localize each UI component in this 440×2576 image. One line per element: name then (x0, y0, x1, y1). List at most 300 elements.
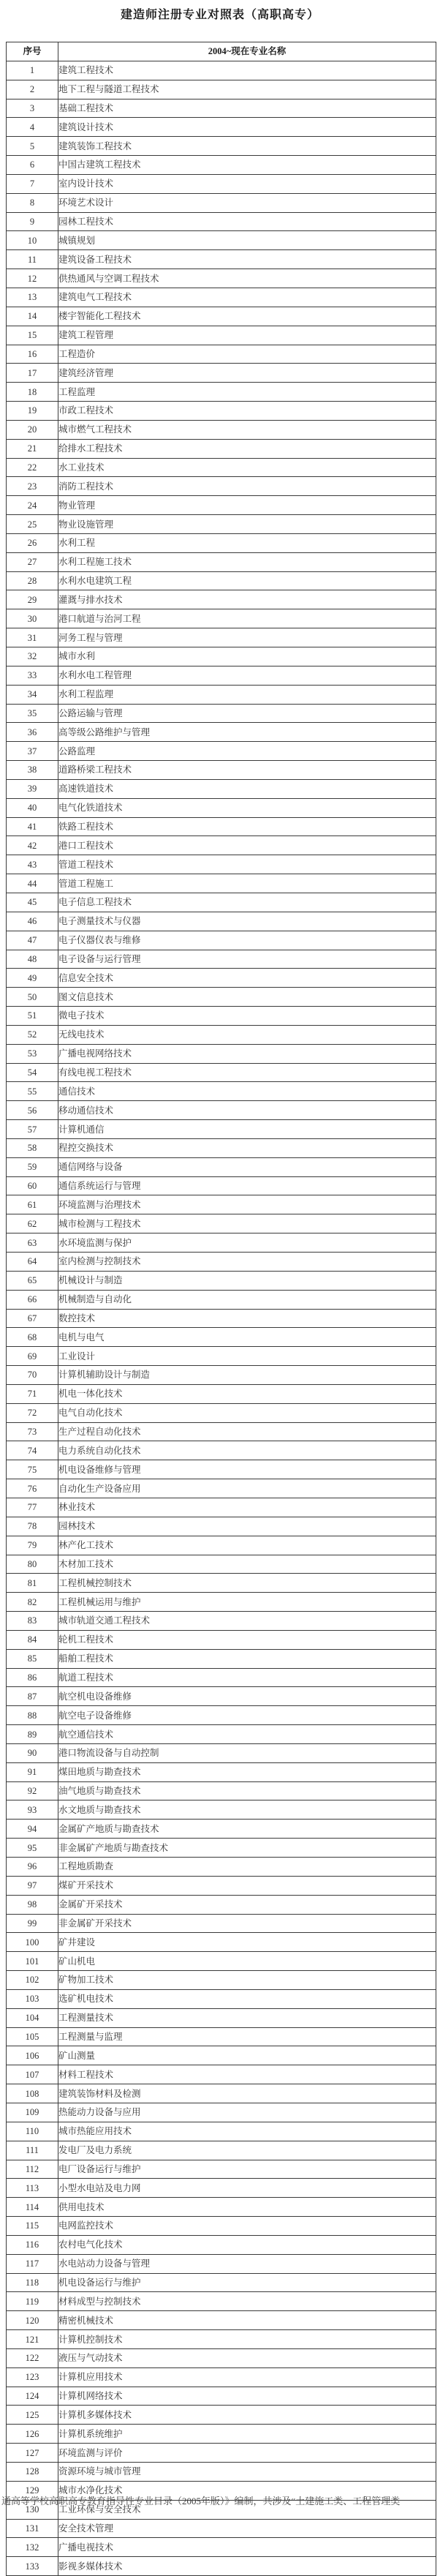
row-serial-number: 70 (7, 1366, 58, 1385)
row-major-name: 城镇规划 (58, 231, 436, 250)
table-row (7, 1725, 436, 1744)
table-row (7, 1517, 436, 1536)
row-major-name: 材料成型与控制技术 (58, 2292, 436, 2311)
table-row (7, 1460, 436, 1479)
row-serial-number: 13 (7, 288, 58, 307)
row-major-name: 矿山机电 (58, 1952, 436, 1971)
row-serial-number: 21 (7, 439, 58, 458)
row-major-name: 地下工程与隧道工程技术 (58, 80, 436, 99)
row-serial-number: 22 (7, 458, 58, 477)
table-row (7, 2084, 436, 2103)
row-major-name: 生产过程自动化技术 (58, 1422, 436, 1441)
row-major-name: 电气自动化技术 (58, 1403, 436, 1422)
col-header-major-name: 2004~现在专业名称 (58, 42, 436, 61)
table-row (7, 250, 436, 269)
table-row (7, 1876, 436, 1895)
table-row (7, 571, 436, 590)
row-serial-number: 42 (7, 836, 58, 855)
table-header (7, 42, 436, 61)
table-row (7, 193, 436, 212)
row-serial-number: 87 (7, 1687, 58, 1706)
col-header-serial-number: 序号 (7, 42, 58, 61)
row-major-name: 高等级公路维护与管理 (58, 723, 436, 742)
row-major-name: 油气地质与勘查技术 (58, 1781, 436, 1800)
row-major-name: 基础工程技术 (58, 99, 436, 118)
row-serial-number: 49 (7, 969, 58, 988)
row-serial-number: 89 (7, 1725, 58, 1744)
table-row (7, 2292, 436, 2311)
row-major-name: 电机与电气 (58, 1328, 436, 1347)
table-row (7, 2122, 436, 2141)
row-major-name: 消防工程技术 (58, 477, 436, 496)
table-row (7, 761, 436, 780)
row-serial-number: 14 (7, 307, 58, 326)
table-row (7, 931, 436, 950)
row-major-name: 通信网络与设备 (58, 1157, 436, 1176)
row-serial-number: 61 (7, 1195, 58, 1214)
row-serial-number: 132 (7, 2538, 58, 2557)
table-row (7, 2463, 436, 2482)
row-major-name: 航道工程技术 (58, 1668, 436, 1687)
row-serial-number: 80 (7, 1555, 58, 1574)
row-serial-number: 18 (7, 383, 58, 402)
row-major-name: 城市燃气工程技术 (58, 420, 436, 439)
majors-table (6, 42, 436, 2576)
row-major-name: 热能动力设备与应用 (58, 2103, 436, 2122)
table-row (7, 99, 436, 118)
table-row (7, 666, 436, 685)
row-major-name: 道路桥梁工程技术 (58, 761, 436, 780)
row-serial-number: 8 (7, 193, 58, 212)
row-major-name: 木材加工技术 (58, 1555, 436, 1574)
table-row (7, 1479, 436, 1498)
row-major-name: 园林工程技术 (58, 212, 436, 231)
table-row (7, 1762, 436, 1781)
table-row (7, 836, 436, 855)
row-serial-number: 67 (7, 1309, 58, 1328)
row-major-name: 矿物加工技术 (58, 1971, 436, 1990)
row-serial-number: 79 (7, 1536, 58, 1555)
row-serial-number: 84 (7, 1630, 58, 1649)
header-row (7, 42, 436, 61)
table-row (7, 950, 436, 969)
row-major-name: 电子测量技术与仪器 (58, 912, 436, 931)
row-major-name: 建筑设计技术 (58, 118, 436, 137)
row-serial-number: 39 (7, 779, 58, 798)
table-row (7, 779, 436, 798)
row-serial-number: 17 (7, 364, 58, 383)
table-row (7, 874, 436, 893)
row-major-name: 非金属矿开采技术 (58, 1914, 436, 1933)
table-row (7, 2217, 436, 2236)
row-serial-number: 94 (7, 1820, 58, 1839)
row-serial-number: 133 (7, 2557, 58, 2576)
row-major-name: 公路监理 (58, 742, 436, 761)
row-serial-number: 115 (7, 2217, 58, 2236)
row-serial-number: 37 (7, 742, 58, 761)
table-row (7, 590, 436, 609)
row-serial-number: 69 (7, 1347, 58, 1366)
row-serial-number: 99 (7, 1914, 58, 1933)
row-serial-number: 122 (7, 2348, 58, 2367)
row-serial-number: 108 (7, 2084, 58, 2103)
table-row (7, 1138, 436, 1157)
row-serial-number: 10 (7, 231, 58, 250)
row-major-name: 计算机控制技术 (58, 2330, 436, 2349)
table-row (7, 2330, 436, 2349)
row-major-name: 楼宇智能化工程技术 (58, 307, 436, 326)
row-major-name: 金属矿开采技术 (58, 1895, 436, 1914)
row-major-name: 安全技术管理 (58, 2519, 436, 2538)
row-major-name: 公路运输与管理 (58, 704, 436, 723)
table-row (7, 383, 436, 402)
table-row (7, 61, 436, 80)
table-row (7, 364, 436, 383)
row-major-name: 工程测量与监理 (58, 2027, 436, 2046)
row-major-name: 给排水工程技术 (58, 439, 436, 458)
row-major-name: 航空机电设备维修 (58, 1687, 436, 1706)
row-serial-number: 64 (7, 1253, 58, 1272)
row-major-name: 环境监测与评价 (58, 2444, 436, 2463)
table-row (7, 609, 436, 628)
table-row (7, 1403, 436, 1422)
table-row (7, 1668, 436, 1687)
table-row (7, 2425, 436, 2444)
row-major-name: 工程测量技术 (58, 2008, 436, 2027)
row-major-name: 城市水净化技术 (58, 2481, 436, 2500)
row-serial-number: 55 (7, 1082, 58, 1101)
row-serial-number: 76 (7, 1479, 58, 1498)
table-row (7, 798, 436, 817)
row-major-name: 计算机通信 (58, 1120, 436, 1139)
row-serial-number: 65 (7, 1271, 58, 1290)
row-major-name: 港口物流设备与自动控制 (58, 1743, 436, 1762)
table-row (7, 1176, 436, 1195)
row-serial-number: 28 (7, 571, 58, 590)
row-serial-number: 103 (7, 1989, 58, 2008)
table-row (7, 1895, 436, 1914)
row-serial-number: 109 (7, 2103, 58, 2122)
row-serial-number: 53 (7, 1044, 58, 1063)
table-row (7, 1574, 436, 1593)
table-row (7, 2311, 436, 2330)
row-serial-number: 129 (7, 2481, 58, 2500)
row-major-name: 林产化工技术 (58, 1536, 436, 1555)
row-major-name: 城市水利 (58, 647, 436, 666)
row-major-name: 电气化铁道技术 (58, 798, 436, 817)
row-serial-number: 90 (7, 1743, 58, 1762)
row-serial-number: 68 (7, 1328, 58, 1347)
row-serial-number: 41 (7, 817, 58, 836)
row-serial-number: 4 (7, 118, 58, 137)
row-major-name: 环境艺术设计 (58, 193, 436, 212)
row-serial-number: 15 (7, 326, 58, 345)
row-major-name: 室内检测与控制技术 (58, 1253, 436, 1272)
table-row (7, 2406, 436, 2425)
row-serial-number: 35 (7, 704, 58, 723)
table-row (7, 1384, 436, 1403)
row-serial-number: 126 (7, 2425, 58, 2444)
row-serial-number: 23 (7, 477, 58, 496)
table-row (7, 628, 436, 647)
row-serial-number: 52 (7, 1025, 58, 1044)
table-row (7, 2348, 436, 2367)
row-serial-number: 77 (7, 1498, 58, 1517)
row-major-name: 灌溉与排水技术 (58, 590, 436, 609)
row-serial-number: 7 (7, 174, 58, 193)
row-serial-number: 2 (7, 80, 58, 99)
row-major-name: 煤田地质与勘查技术 (58, 1762, 436, 1781)
row-major-name: 微电子技术 (58, 1007, 436, 1026)
row-serial-number: 105 (7, 2027, 58, 2046)
row-serial-number: 51 (7, 1007, 58, 1026)
row-serial-number: 93 (7, 1800, 58, 1820)
row-major-name: 工业环保与安全技术 (58, 2500, 436, 2519)
row-major-name: 选矿机电技术 (58, 1989, 436, 2008)
row-major-name: 园林技术 (58, 1517, 436, 1536)
row-major-name: 建筑经济管理 (58, 364, 436, 383)
table-row (7, 704, 436, 723)
row-serial-number: 116 (7, 2235, 58, 2254)
row-serial-number: 40 (7, 798, 58, 817)
row-major-name: 通信技术 (58, 1082, 436, 1101)
row-serial-number: 95 (7, 1839, 58, 1858)
row-serial-number: 113 (7, 2179, 58, 2198)
row-major-name: 建筑设备工程技术 (58, 250, 436, 269)
table-row (7, 2235, 436, 2254)
row-major-name: 机电一体化技术 (58, 1384, 436, 1403)
table-row (7, 1706, 436, 1725)
row-major-name: 通信系统运行与管理 (58, 1176, 436, 1195)
table-row (7, 1007, 436, 1026)
row-serial-number: 57 (7, 1120, 58, 1139)
table-row (7, 1441, 436, 1460)
row-serial-number: 98 (7, 1895, 58, 1914)
row-major-name: 矿山测量 (58, 2046, 436, 2065)
table-row (7, 156, 436, 175)
row-major-name: 工程监理 (58, 383, 436, 402)
table-row (7, 1290, 436, 1309)
table-row (7, 647, 436, 666)
row-major-name: 计算机系统维护 (58, 2425, 436, 2444)
row-serial-number: 119 (7, 2292, 58, 2311)
row-major-name: 管道工程技术 (58, 855, 436, 874)
row-major-name: 工程机械运用与维护 (58, 1593, 436, 1612)
row-serial-number: 36 (7, 723, 58, 742)
row-major-name: 数控技术 (58, 1309, 436, 1328)
row-serial-number: 33 (7, 666, 58, 685)
table-row (7, 326, 436, 345)
table-row (7, 2538, 436, 2557)
row-serial-number: 63 (7, 1233, 58, 1253)
table-row (7, 2198, 436, 2217)
row-serial-number: 107 (7, 2065, 58, 2084)
row-serial-number: 72 (7, 1403, 58, 1422)
row-major-name: 电网监控技术 (58, 2217, 436, 2236)
row-serial-number: 29 (7, 590, 58, 609)
table-row (7, 458, 436, 477)
table-row (7, 912, 436, 931)
row-major-name: 管道工程施工 (58, 874, 436, 893)
table-row (7, 2179, 436, 2198)
row-major-name: 计算机辅助设计与制造 (58, 1366, 436, 1385)
row-major-name: 水利工程施工技术 (58, 552, 436, 571)
table-row (7, 552, 436, 571)
row-serial-number: 104 (7, 2008, 58, 2027)
table-row (7, 533, 436, 552)
table-row (7, 723, 436, 742)
table-row (7, 477, 436, 496)
table-row (7, 2141, 436, 2160)
row-serial-number: 102 (7, 1971, 58, 1990)
row-major-name: 船舶工程技术 (58, 1649, 436, 1668)
row-major-name: 工业设计 (58, 1347, 436, 1366)
row-serial-number: 30 (7, 609, 58, 628)
table-row (7, 2557, 436, 2576)
row-major-name: 程控交换技术 (58, 1138, 436, 1157)
row-serial-number: 20 (7, 420, 58, 439)
table-row (7, 1063, 436, 1082)
row-major-name: 电子信息工程技术 (58, 893, 436, 912)
row-major-name: 煤矿开采技术 (58, 1876, 436, 1895)
row-major-name: 农村电气化技术 (58, 2235, 436, 2254)
table-row (7, 1612, 436, 1631)
row-major-name: 发电厂及电力系统 (58, 2141, 436, 2160)
row-major-name: 物业管理 (58, 496, 436, 515)
table-row (7, 1157, 436, 1176)
row-serial-number: 9 (7, 212, 58, 231)
row-serial-number: 44 (7, 874, 58, 893)
row-serial-number: 27 (7, 552, 58, 571)
row-major-name: 计算机多媒体技术 (58, 2406, 436, 2425)
row-major-name: 建筑装饰工程技术 (58, 137, 436, 156)
row-major-name: 精密机械技术 (58, 2311, 436, 2330)
row-major-name: 港口工程技术 (58, 836, 436, 855)
row-major-name: 广播电视网络技术 (58, 1044, 436, 1063)
table-row (7, 1347, 436, 1366)
row-major-name: 航空通信技术 (58, 1725, 436, 1744)
row-major-name: 影视多媒体技术 (58, 2557, 436, 2576)
table-row (7, 1536, 436, 1555)
row-major-name: 航空电子设备维修 (58, 1706, 436, 1725)
row-major-name: 机电设备维修与管理 (58, 1460, 436, 1479)
row-serial-number: 31 (7, 628, 58, 647)
row-major-name: 资源环境与城市管理 (58, 2463, 436, 2482)
table-row (7, 1933, 436, 1952)
table-row (7, 1253, 436, 1272)
table-row (7, 80, 436, 99)
row-major-name: 水利水电工程管理 (58, 666, 436, 685)
row-serial-number: 127 (7, 2444, 58, 2463)
row-major-name: 市政工程技术 (58, 402, 436, 421)
row-serial-number: 112 (7, 2160, 58, 2179)
table-row (7, 1649, 436, 1668)
row-major-name: 液压与气动技术 (58, 2348, 436, 2367)
row-serial-number: 1 (7, 61, 58, 80)
table-row (7, 307, 436, 326)
table-row (7, 1233, 436, 1253)
table-row (7, 118, 436, 137)
table-row (7, 2046, 436, 2065)
row-serial-number: 120 (7, 2311, 58, 2330)
row-major-name: 自动化生产设备应用 (58, 1479, 436, 1498)
row-major-name: 室内设计技术 (58, 174, 436, 193)
row-major-name: 水文地质与勘查技术 (58, 1800, 436, 1820)
row-serial-number: 56 (7, 1101, 58, 1120)
table-row (7, 988, 436, 1007)
row-serial-number: 123 (7, 2367, 58, 2387)
row-major-name: 供用电技术 (58, 2198, 436, 2217)
table-row (7, 1743, 436, 1762)
row-major-name: 环境监测与治理技术 (58, 1195, 436, 1214)
row-serial-number: 48 (7, 950, 58, 969)
row-serial-number: 11 (7, 250, 58, 269)
row-serial-number: 66 (7, 1290, 58, 1309)
row-major-name: 小型水电站及电力网 (58, 2179, 436, 2198)
row-major-name: 无线电技术 (58, 1025, 436, 1044)
row-serial-number: 86 (7, 1668, 58, 1687)
table-row (7, 439, 436, 458)
row-major-name: 电厂设备运行与维护 (58, 2160, 436, 2179)
table-row (7, 1858, 436, 1877)
row-serial-number: 47 (7, 931, 58, 950)
table-row (7, 402, 436, 421)
table-row (7, 2254, 436, 2273)
table-row (7, 1195, 436, 1214)
row-major-name: 矿井建设 (58, 1933, 436, 1952)
row-major-name: 水工业技术 (58, 458, 436, 477)
row-serial-number: 100 (7, 1933, 58, 1952)
row-serial-number: 96 (7, 1858, 58, 1877)
row-serial-number: 97 (7, 1876, 58, 1895)
row-major-name: 建筑电气工程技术 (58, 288, 436, 307)
table-row (7, 174, 436, 193)
table-row (7, 969, 436, 988)
row-major-name: 机械设计与制造 (58, 1271, 436, 1290)
row-serial-number: 73 (7, 1422, 58, 1441)
table-row (7, 1820, 436, 1839)
row-major-name: 广播电视技术 (58, 2538, 436, 2557)
table-row (7, 2519, 436, 2538)
table-row (7, 1271, 436, 1290)
row-serial-number: 71 (7, 1384, 58, 1403)
row-major-name: 铁路工程技术 (58, 817, 436, 836)
table-row (7, 1309, 436, 1328)
row-major-name: 图文信息技术 (58, 988, 436, 1007)
table-row (7, 1952, 436, 1971)
row-serial-number: 91 (7, 1762, 58, 1781)
row-major-name: 水利工程监理 (58, 685, 436, 704)
row-serial-number: 128 (7, 2463, 58, 2482)
row-serial-number: 88 (7, 1706, 58, 1725)
row-major-name: 电子设备与运行管理 (58, 950, 436, 969)
row-serial-number: 32 (7, 647, 58, 666)
table-row (7, 2444, 436, 2463)
row-major-name: 机械制造与自动化 (58, 1290, 436, 1309)
row-major-name: 水环境监测与保护 (58, 1233, 436, 1253)
table-row (7, 1839, 436, 1858)
row-serial-number: 125 (7, 2406, 58, 2425)
row-serial-number: 24 (7, 496, 58, 515)
row-serial-number: 121 (7, 2330, 58, 2349)
row-major-name: 供热通风与空调工程技术 (58, 269, 436, 288)
row-serial-number: 82 (7, 1593, 58, 1612)
table-row (7, 2387, 436, 2406)
row-major-name: 水电站动力设备与管理 (58, 2254, 436, 2273)
row-serial-number: 34 (7, 685, 58, 704)
row-major-name: 轮机工程技术 (58, 1630, 436, 1649)
row-serial-number: 59 (7, 1157, 58, 1176)
